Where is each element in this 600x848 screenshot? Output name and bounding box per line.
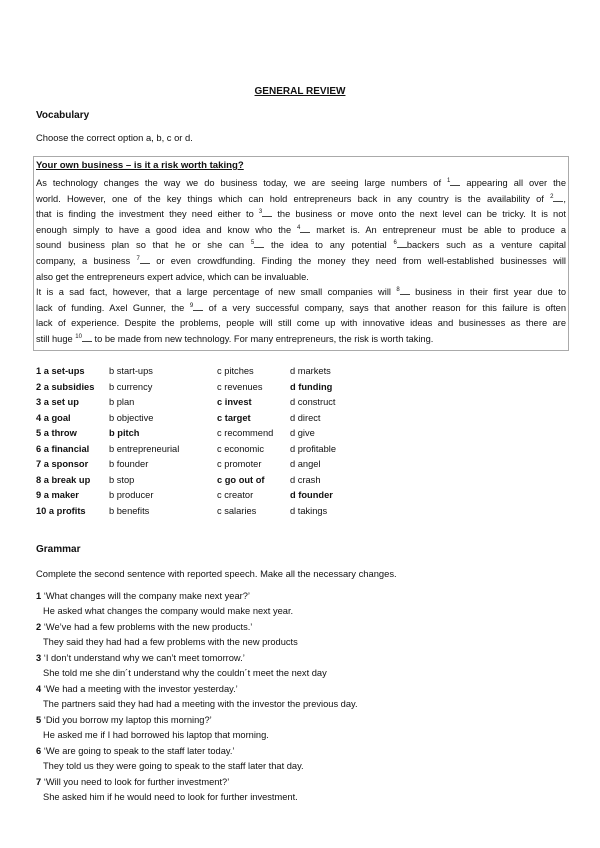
option-a[interactable]: 7 a sponsor xyxy=(36,459,89,469)
option-b[interactable]: b producer xyxy=(109,490,154,500)
grammar-answer-1[interactable]: He asked what changes the company would make next year. xyxy=(43,606,294,616)
option-c[interactable]: c economic xyxy=(217,443,265,454)
option-d[interactable]: d founder xyxy=(290,490,333,500)
grammar-question-1: 1 ‘What changes will the company make next year?’ xyxy=(36,591,250,601)
grammar-answer-3[interactable]: She told me she din´t understand why the couldn´t meet the next day xyxy=(43,668,327,678)
option-c[interactable]: c recommend xyxy=(217,428,274,438)
page-title: GENERAL REVIEW xyxy=(254,86,346,97)
gap-blank[interactable] xyxy=(450,177,460,186)
text-line: that is finding the investment they need either to $^3$ the business or move onto the next level can be tricky. It is not xyxy=(36,209,566,220)
option-c[interactable]: c go out of xyxy=(217,474,265,485)
option-d[interactable]: d profitable xyxy=(290,443,336,454)
option-a[interactable]: 6 a financial xyxy=(36,443,90,454)
text-line: As technology changes the way we do business today, we are seeing large numbers of $^1$ appearing all over the xyxy=(36,177,566,188)
gap-blank[interactable] xyxy=(553,193,563,202)
option-c[interactable]: c creator xyxy=(217,490,254,500)
grammar-question-3: 3 ‘I don’t understand why we can’t meet tomorrow.’ xyxy=(36,653,245,663)
option-a[interactable]: 4 a goal xyxy=(36,412,71,423)
option-c[interactable]: c revenues xyxy=(217,381,263,392)
option-b[interactable]: b start-ups xyxy=(109,366,153,376)
gap-blank[interactable] xyxy=(193,302,203,311)
option-b[interactable]: b currency xyxy=(109,381,153,392)
gap-number: 5 xyxy=(250,240,255,247)
option-b[interactable]: b benefits xyxy=(109,505,150,516)
gap-number: 7 xyxy=(136,255,140,262)
option-a[interactable]: 1 a set-ups xyxy=(36,366,85,376)
text-line: enough simply to have a good idea and know who the $^4$ market is. An entrepreneur must be able to produce a xyxy=(36,224,566,235)
text-line: still huge $^{10}$ to be made from new technology. For many entrepreneurs, the risk is worth taking. xyxy=(36,333,434,344)
grammar-question-2: 2 ‘We’ve had a few problems with the new products.’ xyxy=(36,622,253,632)
option-a[interactable]: 2 a subsidies xyxy=(36,381,95,392)
option-a[interactable]: 3 a set up xyxy=(36,397,79,407)
reading-text-title: Your own business – is it a risk worth taking? xyxy=(36,160,244,171)
option-b[interactable]: b objective xyxy=(109,412,154,423)
gap-number: 8 xyxy=(396,287,400,294)
gap-blank[interactable] xyxy=(140,255,150,264)
option-a[interactable]: 9 a maker xyxy=(36,490,79,500)
text-line: company, a business $^7$ or even crowdfunding. Finding the money they need from well-established businesses will xyxy=(36,255,566,266)
gap-blank[interactable] xyxy=(400,286,410,295)
grammar-question-6: 6 ‘We are going to speak to the staff later today.’ xyxy=(36,746,235,756)
text-line: also get the entrepreneurs expert advice, which can be invaluable. xyxy=(36,271,309,282)
option-c[interactable]: c target xyxy=(217,412,251,423)
option-b[interactable]: b entrepreneurial xyxy=(109,443,180,454)
text-line: world. However, one of the key things which can hold entrepreneurs back in any country is the availability of $^2$ , xyxy=(36,193,566,204)
grammar-question-7: 7 ‘Will you need to look for further investment?’ xyxy=(36,777,230,787)
text-line: It is a sad fact, however, that a large percentage of new small companies will $^8$ business in their first year due to xyxy=(36,287,567,298)
grammar-answer-6[interactable]: They told us they were going to speak to the staff later that day. xyxy=(43,761,304,771)
gap-blank[interactable] xyxy=(300,224,310,233)
grammar-instruction: Complete the second sentence with reported speech. Make all the necessary changes. xyxy=(36,568,397,579)
option-d[interactable]: d give xyxy=(290,428,315,438)
option-a[interactable]: 10 a profits xyxy=(36,505,86,516)
grammar-answer-7[interactable]: She asked him if he would need to look for further investment. xyxy=(43,792,298,802)
option-d[interactable]: d takings xyxy=(290,505,328,516)
gap-blank[interactable] xyxy=(254,239,264,248)
text-line: sound business plan so that he or she can $^5$ the idea to any potential $^6$ backers such as a venture capital xyxy=(36,240,566,251)
gap-number: 3 xyxy=(258,209,263,216)
gap-blank[interactable] xyxy=(82,333,92,342)
text-line: lack of experience. Despite the problems, people will still come up with innovative ideas and businesses as there are xyxy=(36,318,566,329)
option-d[interactable]: d direct xyxy=(290,412,321,423)
option-c[interactable]: c promoter xyxy=(217,459,262,469)
grammar-answer-2[interactable]: They said they had had a few problems with the new products xyxy=(43,637,298,647)
option-d[interactable]: d funding xyxy=(290,381,333,392)
option-a[interactable]: 5 a throw xyxy=(36,428,77,438)
gap-number: 4 xyxy=(297,224,301,231)
grammar-answer-4[interactable]: The partners said they had had a meeting with the investor the previous day. xyxy=(43,699,358,709)
option-b[interactable]: b pitch xyxy=(109,428,140,438)
gap-number: 10 xyxy=(75,333,82,340)
option-a[interactable]: 8 a break up xyxy=(36,474,91,485)
grammar-question-4: 4 ‘We had a meeting with the investor yesterday.’ xyxy=(36,684,238,694)
option-b[interactable]: b founder xyxy=(109,459,149,469)
gap-number: 6 xyxy=(393,240,397,247)
gap-number: 1 xyxy=(447,177,451,184)
gap-blank[interactable] xyxy=(397,239,407,248)
option-c[interactable]: c pitches xyxy=(217,366,254,376)
option-b[interactable]: b stop xyxy=(109,474,135,485)
gap-number: 9 xyxy=(189,302,194,309)
option-c[interactable]: c salaries xyxy=(217,505,257,516)
grammar-heading: Grammar xyxy=(36,544,81,555)
grammar-answer-5[interactable]: He asked me if I had borrowed his laptop that morning. xyxy=(43,730,269,740)
gap-number: 2 xyxy=(550,193,554,200)
option-c[interactable]: c invest xyxy=(217,397,252,407)
option-b[interactable]: b plan xyxy=(109,397,135,407)
option-d[interactable]: d markets xyxy=(290,366,331,376)
gap-blank[interactable] xyxy=(262,208,272,217)
option-d[interactable]: d crash xyxy=(290,474,321,485)
option-d[interactable]: d construct xyxy=(290,397,336,407)
grammar-question-5: 5 ‘Did you borrow my laptop this morning?’ xyxy=(36,715,212,725)
vocabulary-instruction: Choose the correct option a, b, c or d. xyxy=(36,132,193,143)
vocabulary-heading: Vocabulary xyxy=(36,110,90,121)
text-line: lack of funding. Axel Gunner, the $^9$ of a very successful company, says that another reason for this failure is often xyxy=(36,302,566,313)
reading-text xyxy=(36,176,566,348)
option-d[interactable]: d angel xyxy=(290,459,321,469)
